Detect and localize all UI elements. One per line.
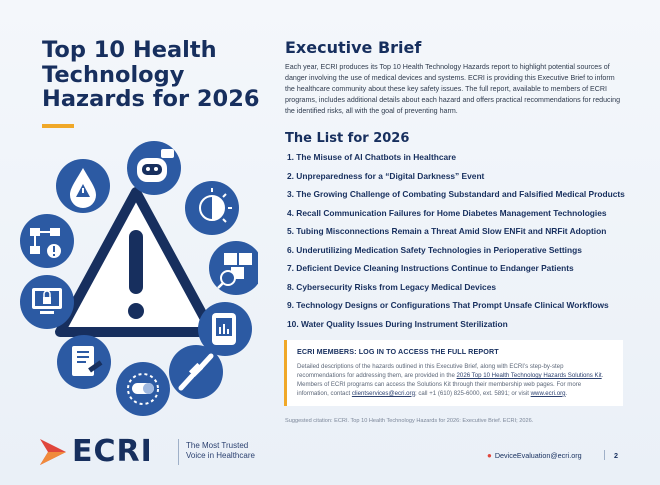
footer-contact	[487, 451, 582, 460]
executive-brief-heading: Executive Brief	[285, 38, 422, 57]
member-access-callout	[284, 340, 623, 406]
hazard-list-item: 9. Technology Designs or Configurations That Prompt Unsafe Clinical Workflows	[287, 300, 609, 310]
hazard-list-item: 4. Recall Communication Failures for Home Diabetes Management Technologies	[287, 207, 607, 218]
tagline-line: Voice in Healthcare	[186, 451, 255, 460]
locked-computer-icon	[20, 275, 74, 329]
ecri-website-link[interactable]: www.ecri.org	[530, 389, 566, 397]
hazard-list-item: 2. Unpreparedness for a “Digital Darkness” Event	[287, 170, 485, 181]
solutions-kit-link[interactable]: 2026 Top 10 Health Technology Hazards Solutions Kit	[456, 371, 602, 379]
ecri-logo-wordmark: ECRI	[72, 434, 153, 469]
tagline-line: The Most Trusted	[186, 441, 249, 450]
dark-event-icon	[185, 181, 239, 235]
title-accent-rule	[42, 124, 74, 128]
member-text-part: . Members of ECRI programs can access the Solutions Kit through their membership web pages. For more information, contact	[297, 371, 604, 397]
hazard-list	[287, 152, 632, 337]
pill-shield-icon	[116, 362, 170, 416]
clipboard-syringe-icon	[57, 335, 111, 389]
tubing-connector-icon	[169, 345, 223, 399]
title-line: Hazards for 2026	[42, 86, 260, 112]
workflow-alert-icon	[20, 214, 74, 268]
hazard-list-heading: The List for 2026	[285, 131, 410, 146]
title-line: Top 10 Health	[42, 37, 217, 63]
member-text-part: ; call +1 (610) 825-6000, ext. 5891; or visit	[414, 389, 531, 397]
hazard-list-item: 1. The Misuse of AI Chatbots in Healthcare	[287, 152, 457, 162]
client-services-email-link[interactable]: clientservices@ecri.org	[351, 389, 415, 397]
ecri-logo-mark-icon	[38, 437, 68, 467]
suggested-citation: Suggested citation: ECRI. Top 10 Health Technology Hazards for 2026: Executive Brief. ECRI; 2026.	[285, 418, 534, 424]
hazard-list-item: 7. Deficient Device Cleaning Instructions Continue to Endanger Patients	[287, 263, 574, 273]
member-text-part: .	[565, 389, 568, 397]
executive-brief-text: Each year, ECRI produces its Top 10 Health Technology Hazards report to highlight potential sources of danger involving the use of medical devices and systems. ECRI is providing this Executive Brief to inform the healthcare community about these key safety issues. The full report, available to members of ECRI programs, includes additional details about each hazard and offers practical recommendations for reducing the identified risks, all with the goal of preventing harm.	[285, 63, 621, 115]
member-callout-text	[297, 363, 613, 399]
member-text-part: Detailed descriptions of the hazards outlined in this Executive Brief, along with ECRI’s step-by-step recommendations for addressing them, are provided in the	[297, 363, 564, 379]
title-line: Technology	[42, 61, 185, 88]
report-title	[42, 37, 260, 112]
hazard-list-item: 5. Tubing Misconnections Remain a Threat Amid Slow ENFit and NRFit Adoption	[287, 226, 607, 236]
logo-tagline	[186, 441, 255, 461]
drop-warning-icon	[56, 159, 110, 213]
hazard-wheel-graphic	[18, 136, 258, 426]
boxes-search-icon	[209, 241, 258, 295]
hazard-list-item: 6. Underutilizing Medication Safety Technologies in Perioperative Settings	[287, 244, 582, 255]
page-number: 2	[614, 451, 618, 460]
hazard-list-item: 3. The Growing Challenge of Combating Substandard and Falsified Medical Products	[287, 189, 625, 199]
chatbot-icon	[127, 141, 181, 195]
location-dot-icon: ●	[487, 451, 492, 460]
hazard-list-item: 8. Cybersecurity Risks from Legacy Medical Devices	[287, 281, 497, 292]
contact-email[interactable]: DeviceEvaluation@ecri.org	[494, 451, 582, 460]
member-callout-heading: ECRI MEMBERS: LOG IN TO ACCESS THE FULL REPORT	[297, 347, 499, 356]
logo-divider	[178, 439, 179, 465]
hazard-list-item: 10. Water Quality Issues During Instrument Sterilization	[287, 318, 508, 329]
footer-divider	[604, 450, 605, 460]
